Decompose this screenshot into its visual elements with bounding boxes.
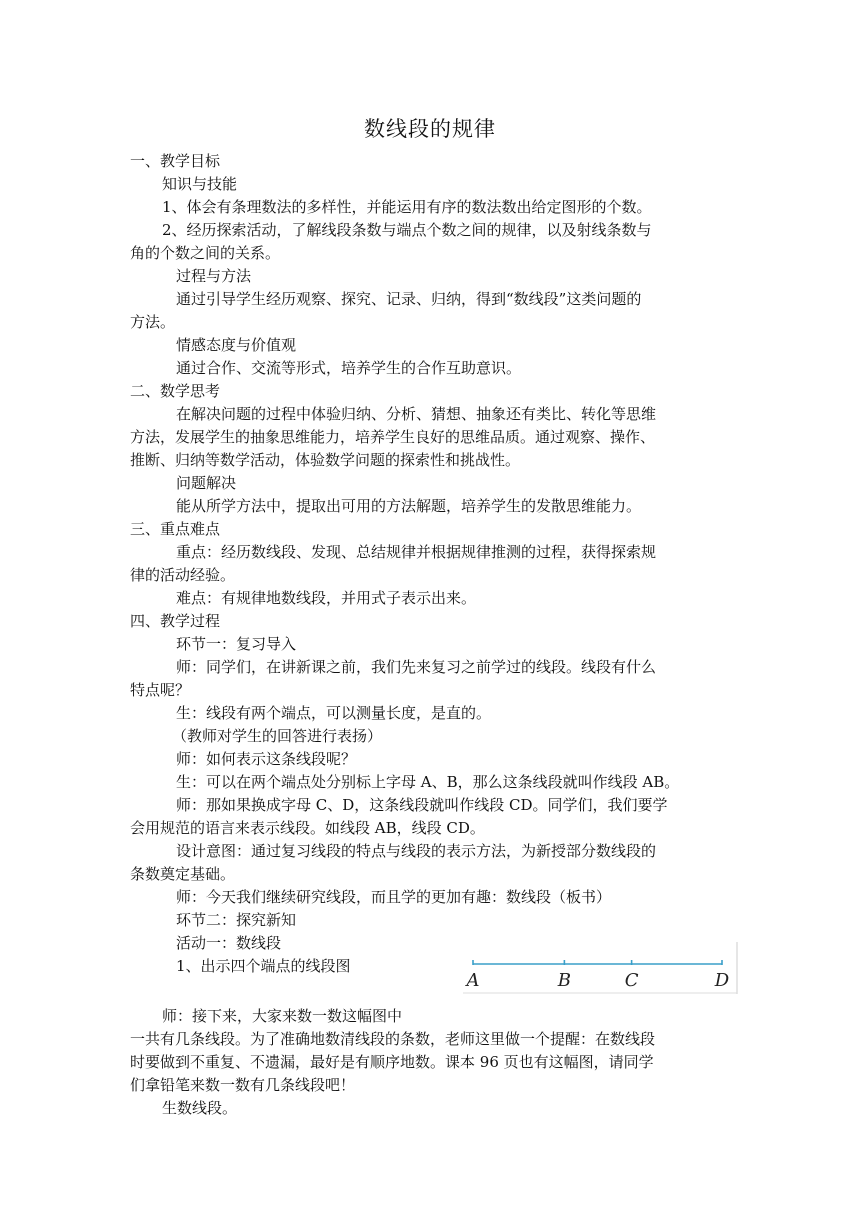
paragraph-line: 推断、归纳等数学活动，体验数学问题的探索性和挑战性。 (130, 451, 521, 469)
paragraph-line: 律的活动经验。 (130, 566, 236, 584)
endpoint-label-a: A (466, 970, 480, 991)
paragraph-line: 师：那如果换成字母 C、D，这条线段就叫作线段 CD。同学们，我们要学 (176, 796, 668, 814)
paragraph-line: 通过合作、交流等形式，培养学生的合作互助意识。 (176, 359, 522, 377)
paragraph-line: （教师对学生的回答进行表扬） (172, 727, 383, 745)
paragraph-line: 师：今天我们继续研究线段，而且学的更加有趣：数线段（板书） (176, 888, 612, 906)
paragraph-line: 条数奠定基础。 (130, 865, 236, 883)
paragraph-line: 1、体会有条理数法的多样性，并能运用有序的数法数出给定图形的个数。 (162, 198, 652, 216)
paragraph-line: 通过引导学生经历观察、探究、记录、归纳，得到“数线段”这类问题的 (176, 290, 642, 308)
heading-1: 一、教学目标 (130, 152, 221, 170)
document-title: 数线段的规律 (364, 117, 496, 141)
paragraph-line: 一共有几条线段。为了准确地数清线段的条数，老师这里做一个提醒：在数线段 (130, 1030, 656, 1048)
paragraph-line: 们拿铅笔来数一数有几条线段吧！ (130, 1076, 356, 1094)
paragraph-line: 在解决问题的过程中体验归纳、分析、猜想、抽象还有类比、转化等思维 (176, 405, 657, 423)
paragraph-line: 重点：经历数线段、发现、总结规律并根据规律推测的过程，获得探索规 (176, 543, 657, 561)
paragraph-line: 生数线段。 (162, 1099, 238, 1117)
paragraph-line: 生：线段有两个端点，可以测量长度，是直的。 (176, 704, 492, 722)
subheading: 知识与技能 (162, 175, 238, 193)
paragraph-line: 2、经历探索活动，了解线段条数与端点个数之间的规律，以及射线条数与 (162, 221, 652, 239)
paragraph-line: 方法。 (130, 313, 176, 331)
paragraph-line: 能从所学方法中，提取出可用的方法解题，培养学生的发散思维能力。 (176, 497, 642, 515)
heading-4: 四、教学过程 (130, 612, 221, 630)
paragraph-line: 难点：有规律地数线段，并用式子表示出来。 (176, 589, 477, 607)
heading-2: 二、数学思考 (130, 382, 221, 400)
endpoint-label-c: C (624, 970, 639, 991)
line-segment-figure (463, 942, 739, 994)
heading-3: 三、重点难点 (130, 520, 221, 538)
paragraph-line: 会用规范的语言来表示线段。如线段 AB，线段 CD。 (130, 819, 485, 837)
paragraph-line: 特点呢？ (130, 681, 191, 699)
subheading: 环节二：探究新知 (176, 911, 297, 929)
endpoint-label-d: D (714, 970, 730, 991)
paragraph-line: 师：接下来，大家来数一数这幅图中 (162, 1007, 403, 1025)
subheading: 活动一：数线段 (176, 934, 282, 952)
paragraph-line: 师：如何表示这条线段呢？ (176, 750, 357, 768)
paragraph-line: 设计意图：通过复习线段的特点与线段的表示方法，为新授部分数线段的 (176, 842, 657, 860)
paragraph-line: 生：可以在两个端点处分别标上字母 A、B，那么这条线段就叫作线段 AB。 (176, 773, 680, 791)
paragraph-line: 师：同学们，在讲新课之前，我们先来复习之前学过的线段。线段有什么 (176, 658, 657, 676)
paragraph-line: 时要做到不重复、不遗漏，最好是有顺序地数。课本 96 页也有这幅图，请同学 (130, 1053, 654, 1071)
line-segment-diagram (463, 942, 739, 994)
subheading: 问题解决 (176, 474, 237, 492)
paragraph-line: 角的个数之间的关系。 (130, 244, 281, 262)
subheading: 情感态度与价值观 (176, 336, 297, 354)
paragraph-line: 1、出示四个端点的线段图 (176, 957, 351, 975)
paragraph-line: 方法，发展学生的抽象思维能力，培养学生良好的思维品质。通过观察、操作、 (130, 428, 656, 446)
subheading: 过程与方法 (176, 267, 252, 285)
endpoint-label-b: B (557, 970, 572, 991)
subheading: 环节一：复习导入 (176, 635, 297, 653)
